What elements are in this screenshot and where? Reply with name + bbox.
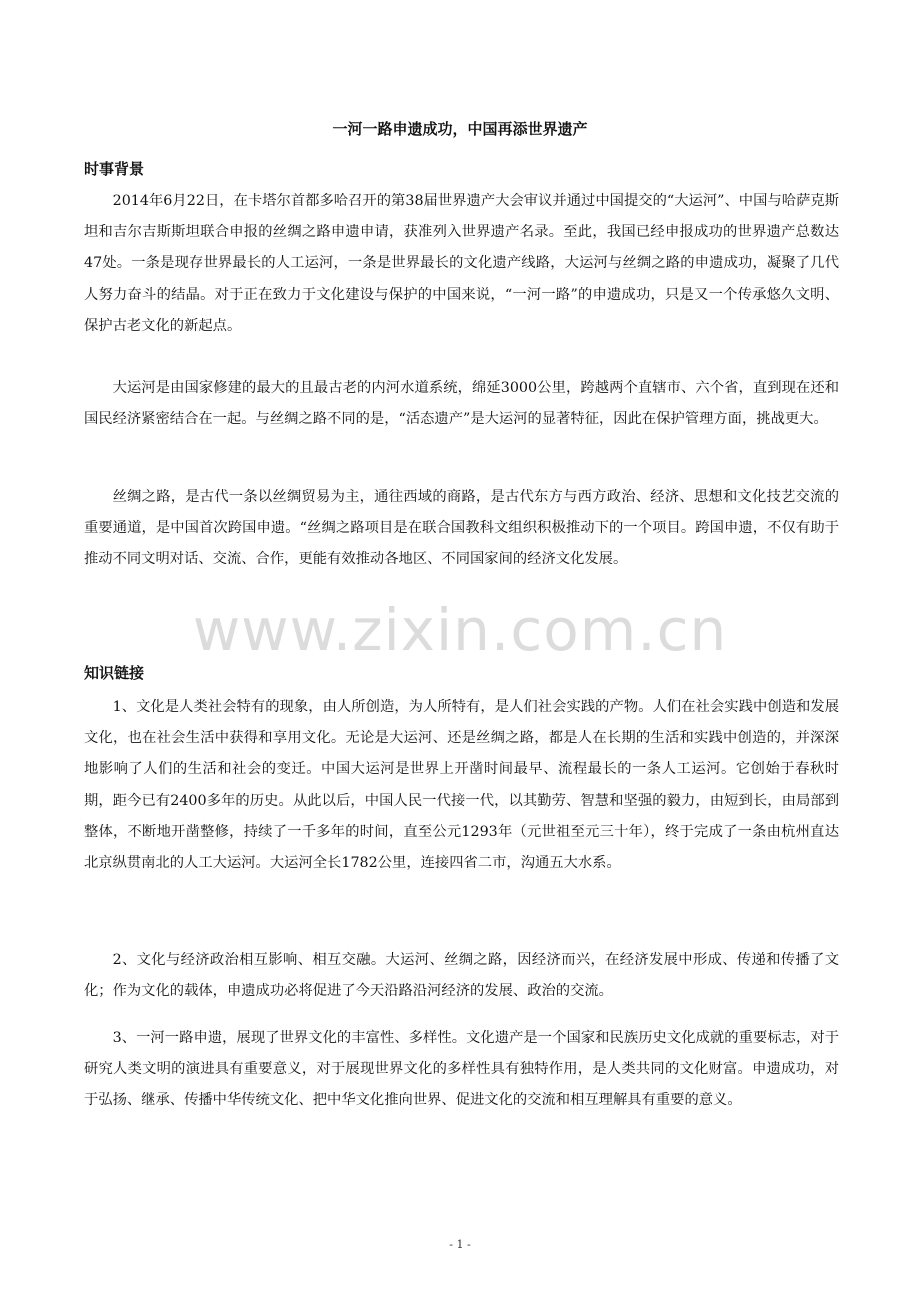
background-paragraph-3: 丝绸之路，是古代一条以丝绸贸易为主，通往西域的商路，是古代东方与西方政治、经济、思想和文化技艺交流的重要通道，是中国首次跨国申遗。“丝绸之路项目是在联合国教科文组织积极推动下的一个项目。跨国申遗，不仅有助于推动不同文明对话、交流、合作，更能有效推动各地区、不同国家间的经济文化发展。 (84, 489, 839, 568)
section-heading-knowledge: 知识链接 (84, 664, 145, 682)
watermark-text: www.zixin.com.cn (192, 596, 728, 664)
knowledge-paragraph-2: 2、文化与经济政治相互影响、相互交融。大运河、丝绸之路，因经济而兴，在经济发展中形成、传递和传播了文化；作为文化的载体，申遗成功必将促进了今天沿路沿河经济的发展、政治的交流。 (84, 952, 839, 1000)
knowledge-paragraph-1: 1、文化是人类社会特有的现象，由人所创造，为人所特有，是人们社会实践的产物。人们在社会实践中创造和发展文化，也在社会生活中获得和享用文化。无论是大运河、还是丝绸之路，都是人在长期的生活和实践中创造的，并深深地影响了人们的生活和社会的变迁。中国大运河是世界上开凿时间最早、流程最长的一条人工运河。它创始于春秋时期，距今已有2400多年的历史。从此以后，中国人民一代接一代，以其勤劳、智慧和坚强的毅力，由短到长，由局部到整体，不断地开凿整修，持续了一千多年的时间，直至公元1293年（元世祖至元三十年），终于完成了一条由杭州直达北京纵贯南北的人工大运河。大运河全长1782公里，连接四省二市，沟通五大水系。 (84, 699, 839, 872)
section-heading-background: 时事背景 (84, 160, 145, 178)
document-title: 一河一路申遗成功，中国再添世界遗产 (332, 120, 588, 138)
background-paragraph-1: 2014年6月22日，在卡塔尔首都多哈召开的第38届世界遗产大会审议并通过中国提交的“大运河”、中国与哈萨克斯坦和吉尔吉斯斯坦联合申报的丝绸之路申遗申请，获准列入世界遗产名录。至此，我国已经申报成功的世界遗产总数达47处。一条是现存世界最长的人工运河，一条是世界最长的文化遗产线路，大运河与丝绸之路的申遗成功，凝聚了几代人努力奋斗的结晶。对于正在致力于文化建设与保护的中国来说，“一河一路”的申遗成功，只是又一个传承悠久文明、保护古老文化的新起点。 (84, 193, 839, 334)
background-paragraph-2: 大运河是由国家修建的最大的且最古老的内河水道系统，绵延3000公里，跨越两个直辖市、六个省，直到现在还和国民经济紧密结合在一起。与丝绸之路不同的是，“活态遗产”是大运河的显著特征，因此在保护管理方面，挑战更大。 (84, 380, 839, 428)
page-number: - 1 - (449, 1238, 471, 1251)
knowledge-paragraph-3: 3、一河一路申遗，展现了世界文化的丰富性、多样性。文化遗产是一个国家和民族历史文化成就的重要标志，对于研究人类文明的演进具有重要意义，对于展现世界文化的多样性具有独特作用，是人类共同的文化财富。申遗成功，对于弘扬、继承、传播中华传统文化、把中华文化推向世界、促进文化的交流和相互理解具有重要的意义。 (84, 1030, 839, 1109)
